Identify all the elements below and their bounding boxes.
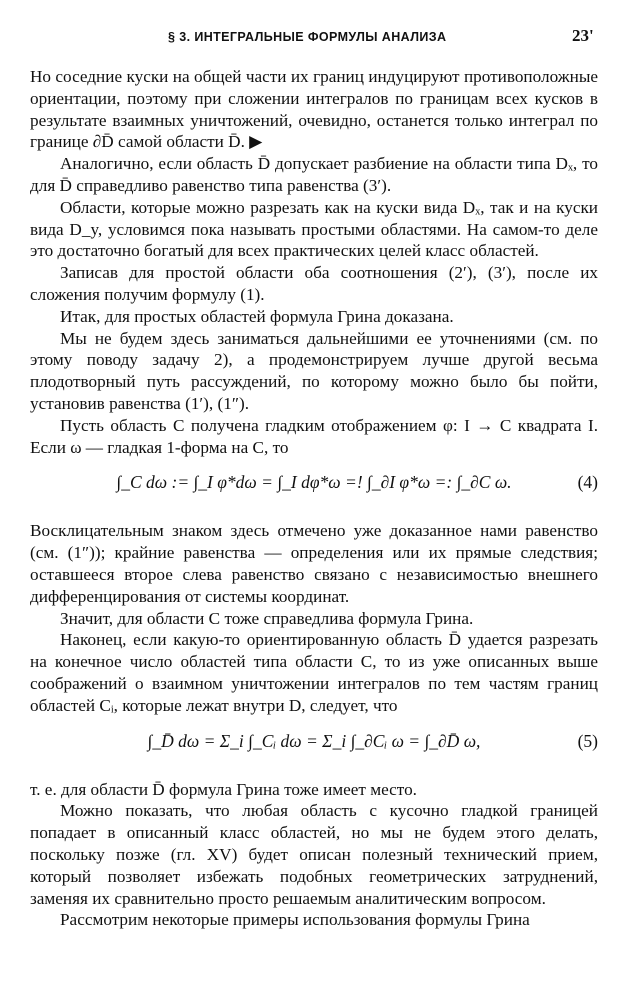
paragraph: Рассмотрим некоторые примеры использования формулы Грина [60,910,530,930]
paragraph: Можно показать, что любая область с кусочно гладкой границей попадает в описанный класс областей, но мы не будем этого делать, поскольку позже (гл. XV) будет описан полезный технический прием, который позволяет избежать подобных геометрических затруднений, заменяя их сравнительно просто решаемым аналитическим вопросом. [30,801,598,908]
paragraph: Мы не будем здесь заниматься дальнейшими ее уточнениями (см. по этому поводу задачу 2), а продемонстрируем лучше другой весьма плодотворный путь рассуждений, по которому можно было бы пойти, установив равенства (1′), (1″). [30,328,598,413]
equation-number: (5) [577,730,598,751]
paragraph: Значит, для области C тоже справедлива формула Грина. [60,608,474,628]
paragraph: Области, которые можно разрезать как на куски вида Dₓ, так и на куски вида D_y, условимся пока называть простыми областями. На самом-то деле это достаточно богатый для всех практических целей класс областей. [30,197,598,261]
paragraph: Итак, для простых областей формула Грина доказана. [60,306,454,326]
text-body [30,66,598,931]
equation-number: (4) [577,472,598,493]
formula-expression: ∫_C dω := ∫_I φ*dω = ∫_I dφ*ω =! ∫_∂I φ*ω =: ∫_∂C ω. [116,472,512,493]
display-formula-5 [30,717,598,779]
paragraph: Восклицательным знаком здесь отмечено уже доказанное нами равенство (см. (1″)); крайние равенства — определения или их прямые следствия; оставшееся второе слева равенство связано с независимостью внешнего дифференцирования от системы координат. [30,521,598,606]
display-formula-4 [30,458,598,520]
formula-expression: ∫_D̄ dω = Σ_i ∫_Cᵢ dω = Σ_i ∫_∂Cᵢ ω = ∫_∂D̄ ω, [147,730,481,751]
paragraph: Наконец, если какую-то ориентированную область D̄ удается разрезать на конечное число областей типа области C, то из уже описанных выше соображений о взаимном уничтожении интегралов по тем частям границ областей Cᵢ, которые лежат внутри D, следует, что [30,630,598,715]
paragraph: Но соседние куски на общей части их границ индуцируют противоположные ориентации, поэтому при сложении интегралов по границам всех кусков в результате взаимных уничтожений, очевидно, останется только интеграл по границе ∂D̄ самой области D̄. ▶ [30,67,598,152]
paragraph: Записав для простой области оба соотношения (2′), (3′), после их сложения получим формулу (1). [30,263,598,304]
paragraph: Пусть область C получена гладким отображением φ: I → C квадрата I. Если ω — гладкая 1-форма на C, то [30,415,598,457]
page-number: 23' [572,26,594,45]
page-header [0,26,628,50]
paragraph: Аналогично, если область D̄ допускает разбиение на области типа Dₓ, то для D̄ справедливо равенство типа равенства (3′). [30,154,598,195]
running-head: § 3. ИНТЕГРАЛЬНЫЕ ФОРМУЛЫ АНАЛИЗА [168,30,447,44]
paragraph: т. е. для области D̄ формула Грина тоже имеет место. [30,779,417,799]
